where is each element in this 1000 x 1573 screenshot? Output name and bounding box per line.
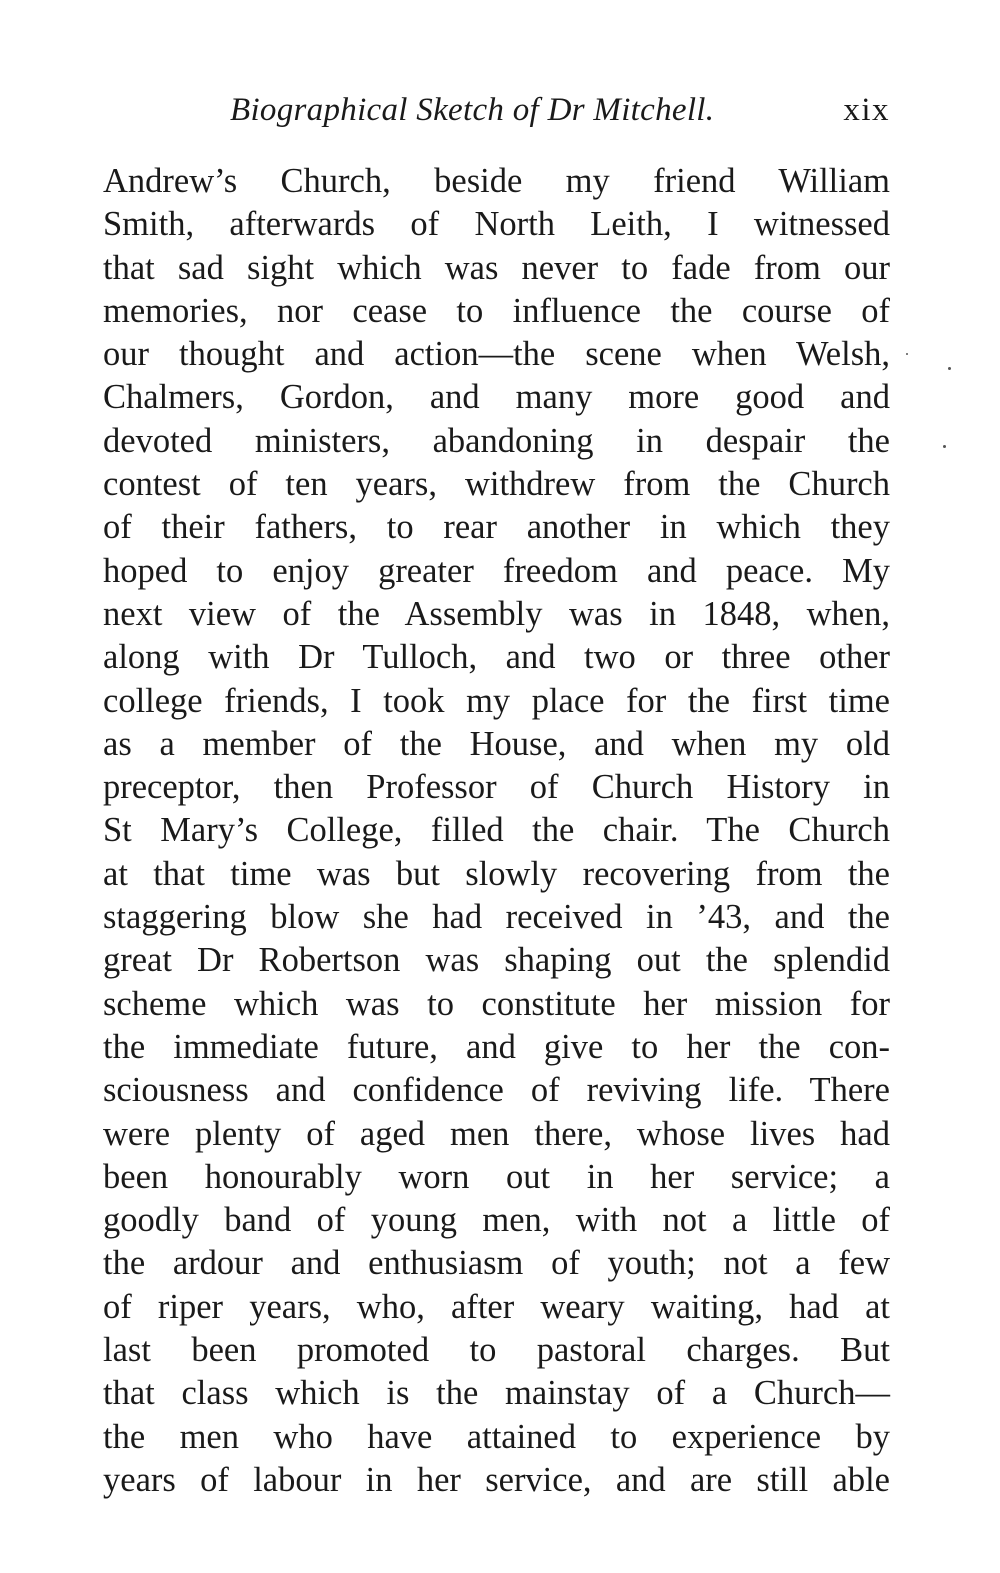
- text-line: preceptor, then Professor of Church History in: [103, 768, 890, 807]
- text-line: great Dr Robertson was shaping out the splendid: [103, 941, 890, 980]
- paper-speck: [943, 445, 946, 448]
- text-line: been honourably worn out in her service; a: [103, 1157, 890, 1196]
- text-line: Chalmers, Gordon, and many more good and: [103, 378, 890, 417]
- text-line: Andrew’s Church, beside my friend William: [103, 162, 890, 200]
- text-line: next view of the Assembly was in 1848, when,: [103, 594, 890, 633]
- text-line: were plenty of aged men there, whose lives had: [103, 1114, 890, 1153]
- text-line: the ardour and enthusiasm of youth; not a few: [103, 1244, 890, 1283]
- text-line: contest of ten years, withdrew from the Church: [103, 465, 890, 504]
- paper-speck: [948, 367, 951, 370]
- text-line: the immediate future, and give to her the con-: [103, 1027, 890, 1066]
- text-line: Smith, afterwards of North Leith, I witnessed: [103, 205, 890, 244]
- text-line: memories, nor cease to influence the course of: [103, 291, 890, 330]
- text-line: at that time was but slowly recovering from the: [103, 854, 890, 893]
- running-head: [103, 88, 890, 132]
- text-line: college friends, I took my place for the first time: [103, 681, 890, 720]
- text-line: that class which is the mainstay of a Church—: [103, 1374, 890, 1413]
- text-line: that sad sight which was never to fade from our: [103, 248, 890, 287]
- text-line: as a member of the House, and when my old: [103, 724, 890, 763]
- text-line: sciousness and confidence of reviving life. There: [103, 1071, 890, 1110]
- text-line: devoted ministers, abandoning in despair the: [103, 421, 890, 460]
- text-line: our thought and action—the scene when Welsh,: [103, 335, 890, 374]
- text-line: of their fathers, to rear another in which they: [103, 508, 890, 547]
- text-line: last been promoted to pastoral charges. But: [103, 1331, 890, 1370]
- page-number: xix: [843, 92, 890, 128]
- body-text: [103, 160, 890, 1502]
- text-line: goodly band of young men, with not a little of: [103, 1201, 890, 1240]
- text-line: scheme which was to constitute her mission for: [103, 984, 890, 1023]
- text-line: staggering blow she had received in ’43, and the: [103, 898, 890, 937]
- text-line: St Mary’s College, filled the chair. The Church: [103, 811, 890, 850]
- paper-speck: [906, 353, 908, 355]
- running-title: Biographical Sketch of Dr Mitchell.: [230, 92, 715, 128]
- text-line: the men who have attained to experience by: [103, 1417, 890, 1456]
- text-line: of riper years, who, after weary waiting, had at: [103, 1287, 890, 1326]
- text-line: years of labour in her service, and are still able: [103, 1460, 890, 1499]
- text-line: hoped to enjoy greater freedom and peace. My: [103, 551, 890, 590]
- text-line: along with Dr Tulloch, and two or three other: [103, 638, 890, 677]
